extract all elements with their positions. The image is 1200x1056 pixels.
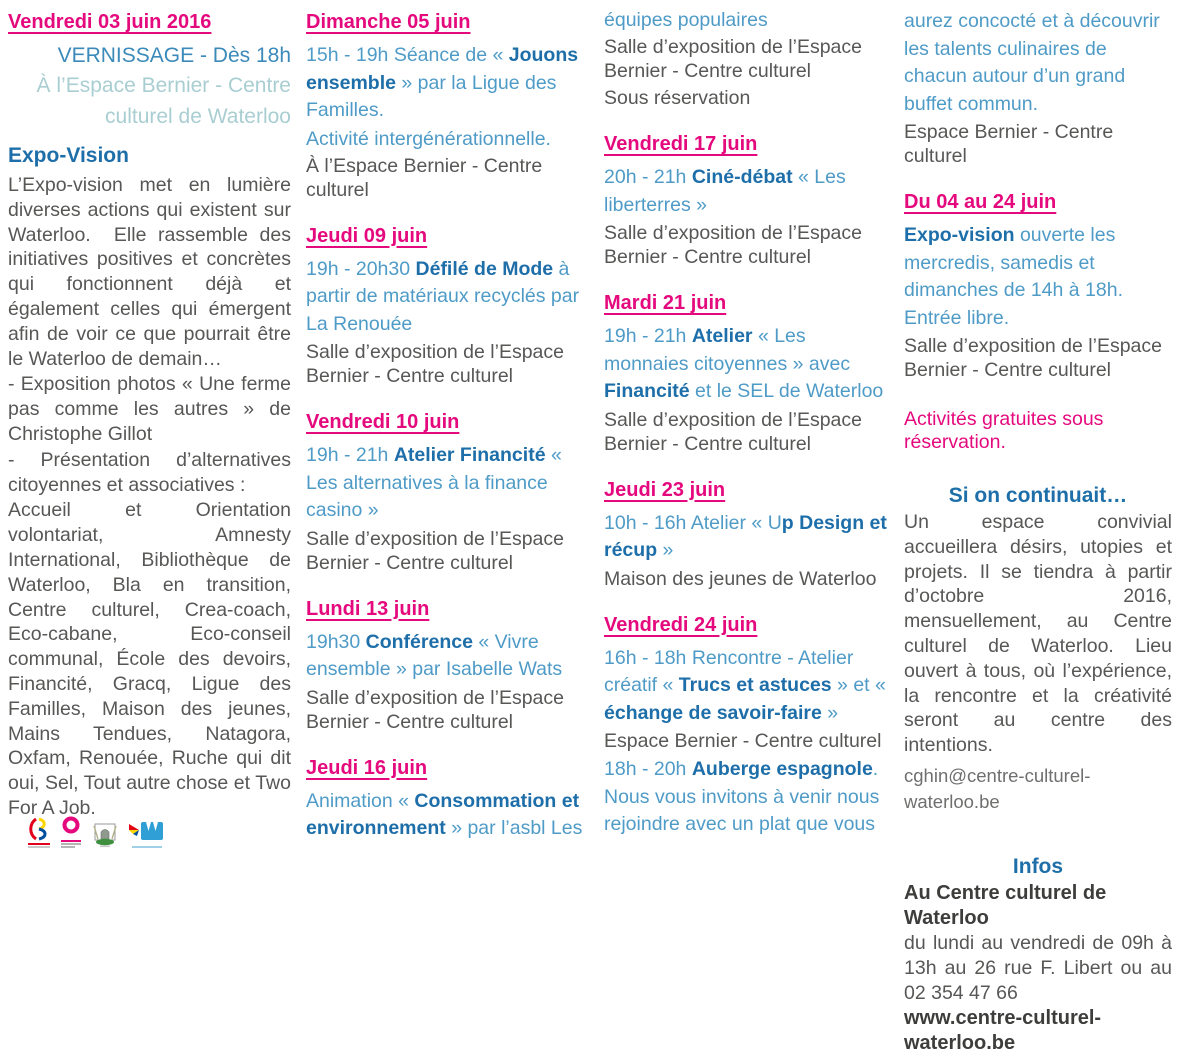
bw-icon bbox=[129, 820, 165, 844]
event-text bbox=[604, 645, 887, 728]
event-text bbox=[306, 42, 589, 125]
brabant-wallon-logo bbox=[129, 820, 165, 848]
event-segment: aurez concocté et à découvrir les talents culinaires de chacun autour d’un grand buffet commun. bbox=[904, 10, 1160, 115]
event-segment: » bbox=[657, 539, 674, 561]
event-segment: Activité intergénérationnelle. bbox=[306, 127, 551, 150]
event-segment: Animation « bbox=[306, 789, 415, 812]
location-text: Espace Bernier - Centre culturel bbox=[604, 730, 882, 752]
event-text bbox=[306, 256, 589, 339]
date-heading: Vendredi 17 juin bbox=[604, 133, 758, 155]
date-heading: Vendredi 24 juin bbox=[604, 613, 758, 636]
event-segment: Expo-vision bbox=[904, 224, 1015, 246]
event-segment: » par l’asbl Les bbox=[445, 817, 583, 839]
event-segment: « Les alternatives à la finance casino » bbox=[306, 444, 562, 521]
event-segment: « Les monnaies citoyennes » avec bbox=[604, 325, 851, 375]
website-text: www.centre-culturel-waterloo.be bbox=[904, 1007, 1102, 1055]
ring-icon bbox=[61, 816, 81, 838]
location-text: Sous réservation bbox=[604, 87, 751, 109]
event-segment: Atelier bbox=[691, 325, 753, 347]
infos-place-line: Au Centre culturel de Waterloo bbox=[904, 881, 1107, 929]
date-heading: Vendredi 10 juin bbox=[306, 411, 460, 433]
event-segment: et le SEL de Waterloo bbox=[689, 380, 884, 402]
event-text bbox=[604, 323, 887, 406]
event-segment: à partir de matériaux recyclés par La Renouée bbox=[306, 257, 580, 335]
event-segment: 19h30 bbox=[306, 630, 366, 653]
date-heading: Jeudi 23 juin bbox=[604, 478, 726, 501]
event-text bbox=[604, 756, 887, 839]
event-text bbox=[904, 222, 1172, 332]
event-segment: 20h - 21h bbox=[604, 166, 692, 188]
event-segment: équipes populaires bbox=[604, 9, 768, 31]
event-segment: » et « bbox=[831, 674, 886, 696]
event-segment: 10h - 16h Atelier « U bbox=[604, 511, 782, 534]
event-segment: p Design et récup bbox=[604, 511, 887, 561]
date-heading: Mardi 21 juin bbox=[604, 292, 727, 314]
event-segment: Conférence bbox=[365, 630, 473, 653]
event-text bbox=[306, 788, 589, 843]
federation-wallonie-bruxelles-logo bbox=[28, 817, 50, 848]
emblem-icon bbox=[92, 823, 118, 848]
vernissage-line: VERNISSAGE - Dès 18h bbox=[57, 44, 291, 67]
location-text: Salle d’exposition de l’Espace Bernier - Centre culturel bbox=[306, 341, 564, 387]
column-2 bbox=[306, 8, 589, 1056]
event-segment: « Les liberterres » bbox=[604, 166, 846, 216]
date-heading: Jeudi 16 juin bbox=[306, 756, 428, 779]
event-text bbox=[904, 8, 1172, 118]
event-text bbox=[604, 8, 887, 33]
footer-logos bbox=[28, 816, 165, 848]
event-segment: 19h - 21h bbox=[604, 325, 692, 347]
location-text: Salle d’exposition de l’Espace Bernier - Centre culturel bbox=[604, 408, 862, 455]
location-text: À l’Espace Bernier - Centre culturel bbox=[306, 154, 543, 201]
event-segment: 19h - 20h30 bbox=[306, 257, 416, 280]
date-heading: Lundi 13 juin bbox=[306, 597, 430, 620]
vernissage-place-line: À l’Espace Bernier - Centre culturel de Waterloo bbox=[36, 74, 291, 128]
event-segment: . Nous vous invitons à venir nous rejoindre avec un plat que vous bbox=[604, 758, 880, 835]
location-text: Salle d’exposition de l’Espace Bernier - Centre culturel bbox=[904, 335, 1162, 381]
event-segment: Atelier Financité bbox=[393, 444, 546, 466]
event-segment: Défilé de Mode bbox=[415, 257, 554, 280]
date-heading: Dimanche 05 juin bbox=[306, 11, 471, 33]
location-text: Salle d’exposition de l’Espace Bernier - Centre culturel bbox=[306, 527, 564, 574]
event-segment: » bbox=[821, 701, 839, 724]
event-segment: 19h - 21h bbox=[306, 444, 394, 466]
expo-vision-paragraph: L’Expo-vision met en lumière diverses actions qui existent sur Waterloo. Elle rassemble des initiatives positives et concrètes qui fonctionnent déjà et également celles qui émergent afin de voir ce que pourrait être le Waterloo de demain… bbox=[8, 174, 291, 370]
date-heading: Du 04 au 24 juin bbox=[904, 191, 1057, 213]
email-text: cghin@centre-culturel-waterloo.be bbox=[904, 764, 1091, 812]
event-segment: 18h - 20h bbox=[604, 758, 692, 780]
si-on-continuait-paragraph: Un espace convivial accueillera désirs, utopies et projets. Il se tiendra à partir d’octobre 2016, mensuellement, au Centre culturel de Waterloo. Lieu ouvert à tous, où l’expérience, la rencontre et la créativité seront au centre des intentions. bbox=[904, 511, 1172, 757]
event-text bbox=[306, 629, 589, 684]
date-heading-03-juin: Vendredi 03 juin 2016 bbox=[8, 11, 212, 33]
location-text: Maison des jeunes de Waterloo bbox=[604, 567, 877, 590]
column-1 bbox=[8, 8, 291, 1056]
event-segment: Trucs et astuces bbox=[678, 674, 832, 696]
column-4 bbox=[904, 8, 1172, 1056]
event-segment: ouverte les mercredis, samedis et dimanches de 14h à 18h. Entrée libre. bbox=[904, 224, 1129, 329]
location-text: Espace Bernier - Centre culturel bbox=[904, 121, 1114, 167]
infos-heading: Infos bbox=[1012, 854, 1064, 878]
event-segment: 15h - 19h Séance de « bbox=[306, 44, 509, 66]
event-segment: Consommation et environnement bbox=[306, 789, 580, 839]
event-text bbox=[604, 164, 887, 219]
location-text: Salle d’exposition de l’Espace Bernier - Centre culturel bbox=[306, 686, 564, 733]
expo-item-2: - Présentation d’alternatives citoyennes et associatives : bbox=[8, 448, 291, 496]
event-text bbox=[306, 442, 589, 525]
centre-culturel-ring-logo bbox=[61, 816, 81, 848]
infos-hours-paragraph: du lundi au vendredi de 09h à 13h au 26 rue F. Libert ou au 02 354 47 66 bbox=[904, 931, 1172, 1004]
fwb-icon bbox=[28, 817, 50, 841]
location-text: Salle d’exposition de l’Espace Bernier - Centre culturel bbox=[604, 222, 862, 268]
si-on-continuait-heading: Si on continuait… bbox=[948, 484, 1128, 507]
event-segment: 16h - 18h Rencontre - Atelier créatif « bbox=[604, 646, 854, 696]
free-activities-note: Activités gratuites sous réservation. bbox=[904, 408, 1104, 453]
fwb-caption bbox=[28, 842, 50, 848]
event-segment: Jouons ensemble bbox=[306, 44, 579, 94]
event-segment: Financité bbox=[604, 380, 690, 402]
date-heading: Jeudi 09 juin bbox=[306, 224, 428, 247]
expo-partners-list: Accueil et Orientation volontariat, Amnesty International, Bibliothèque de Waterloo, Bla en transition, Centre culturel, Crea-coach, Eco-cabane, Eco-conseil communal, École des devoirs, Financité, Gracq, Ligue des Familles, Maison des jeunes, Mains Tendues, Natagora, Oxfam, Renouée, Ruche qui dit oui, Sel, Tout autre chose et Two For A Job. bbox=[8, 499, 291, 819]
event-segment: échange de savoir-faire bbox=[604, 701, 822, 724]
expo-vision-heading: Expo-Vision bbox=[8, 144, 129, 167]
column-3 bbox=[604, 8, 887, 1056]
bw-caption bbox=[132, 845, 162, 848]
event-segment: Auberge espagnole bbox=[691, 758, 873, 780]
event-segment: » par la Ligue des Familles. bbox=[306, 71, 557, 121]
commune-de-waterloo-emblem-logo bbox=[92, 823, 118, 848]
expo-item-1: - Exposition photos « Une ferme pas comme les autres » de Christophe Gillot bbox=[8, 373, 291, 445]
event-segment: Ciné-débat bbox=[691, 166, 793, 188]
ring-caption bbox=[61, 839, 81, 848]
event-text bbox=[604, 510, 887, 565]
event-segment: « Vivre ensemble » par Isabelle Wats bbox=[306, 630, 563, 680]
event-text bbox=[306, 127, 589, 152]
location-text: Salle d’exposition de l’Espace Bernier - Centre culturel bbox=[604, 36, 862, 82]
